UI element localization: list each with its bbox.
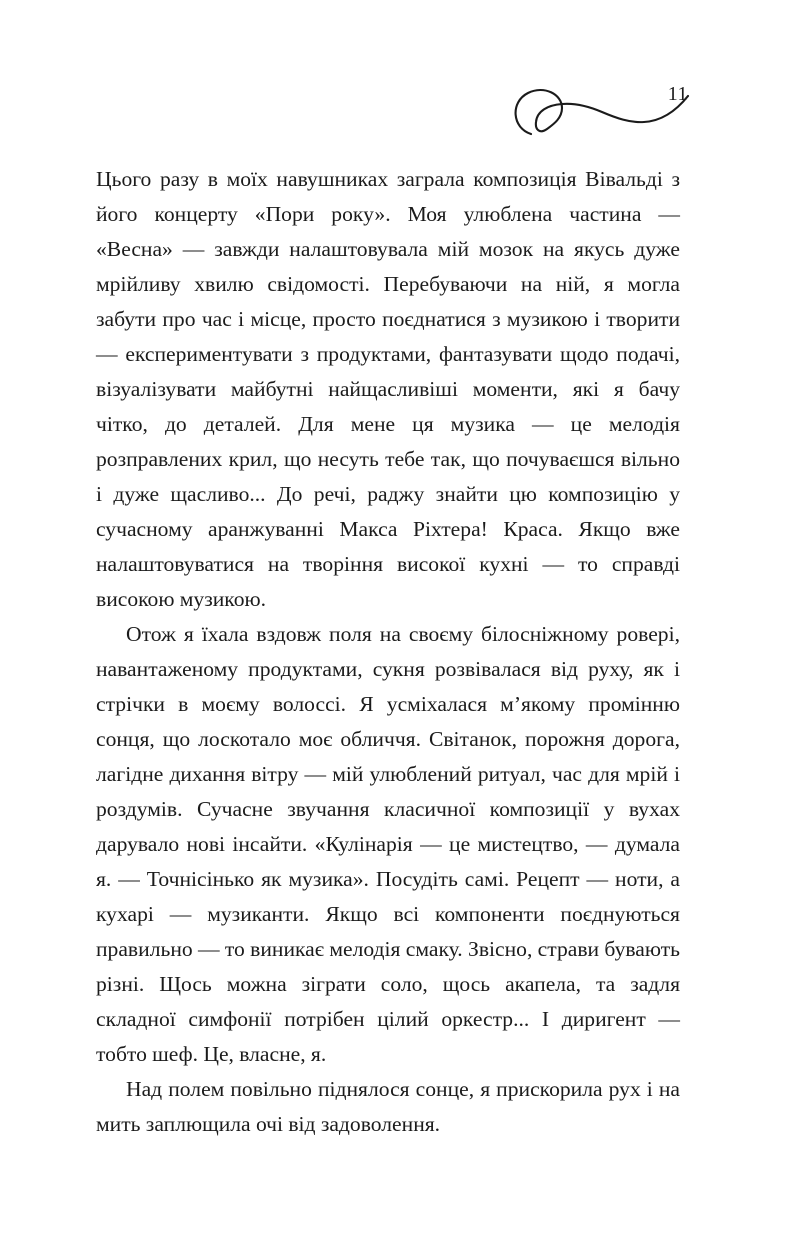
body-paragraph-2: Отож я їхала вздовж поля на своєму білосніжному ровері, навантаженому продуктами, сукня розвівалася від руху, як і стрічки в моєму волоссі. Я усміхалася м’якому промінню сонця, що лоскотало моє обличчя. Світанок, порожня дорога, лагідне дихання вітру — мій улюблений ритуал, час для мрій і роздумів. Сучасне звучання класичної композиції у вухах дарувало нові інсайти. «Кулінарія — це мистецтво, — думала я. — Точнісінько як музика». Посудіть самі. Рецепт — ноти, а кухарі — музиканти. Якщо всі компоненти поєднуються правильно — то виникає мелодія смаку. Звісно, страви бувають різні. Щось можна зіграти соло, щось акапела, та задля складної симфонії потрібен цілий оркестр... І диригент — тобто шеф. Це, власне, я. [96,622,680,1066]
page-header [96,74,704,146]
page-text-block [96,162,680,1142]
body-paragraph-3: Над полем повільно піднялося сонце, я прискорила рух і на мить заплющила очі від задоволення. [96,1077,680,1136]
page-number: 11 [667,83,688,105]
body-paragraph-1: Цього разу в моїх навушниках заграла композиція Вівальді з його концерту «Пори року». Моя улюблена частина — «Весна» — завжди налаштовувала мій мозок на якусь дуже мрійливу хвилю свідомості. Перебуваючи на ній, я могла забути про час і місце, просто поєднатися з музикою і творити — експериментувати з продуктами, фантазувати щодо подачі, візуалізувати майбутні найщасливіші моменти, які я бачу чітко, до деталей. Для мене ця музика — це мелодія розправлених крил, що несуть тебе так, що почуваєшся вільно і дуже щасливо... До речі, раджу знайти цю композицію у сучасному аранжуванні Макса Ріхтера! Краса. Якщо вже налаштовуватися на творіння високої кухні — то справді високою музикою. [96,167,680,611]
header-ornament-group [504,74,704,138]
